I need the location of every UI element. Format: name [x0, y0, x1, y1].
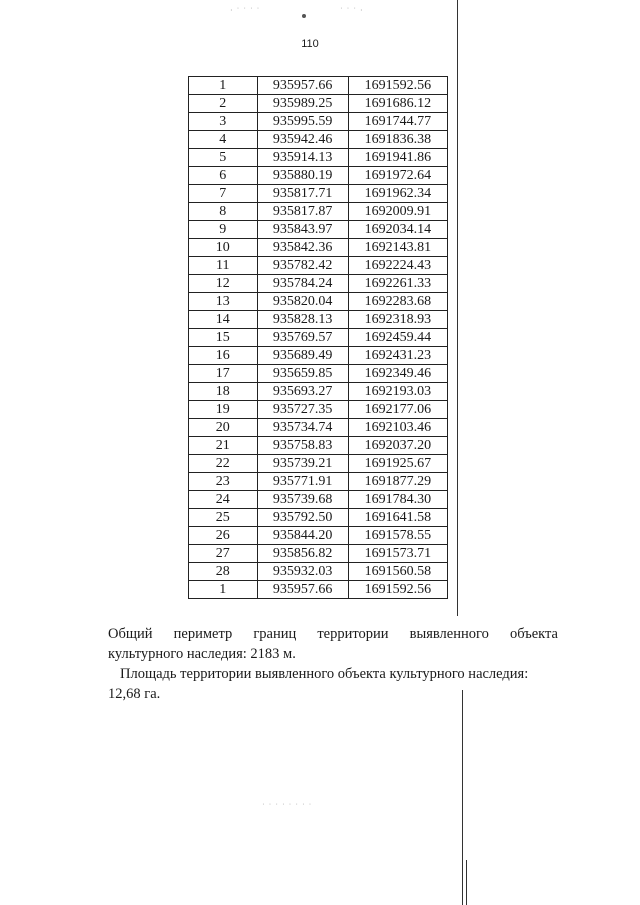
y-coordinate-cell: 1691641.58 [348, 509, 447, 527]
y-coordinate-cell: 1691573.71 [348, 545, 447, 563]
word: выявленного [409, 626, 489, 642]
point-number-cell: 24 [189, 491, 258, 509]
table-row [189, 527, 448, 545]
perimeter-line-1 [108, 624, 558, 644]
table-row [189, 293, 448, 311]
point-number-cell: 26 [189, 527, 258, 545]
table-row [189, 167, 448, 185]
point-number-cell: 10 [189, 239, 258, 257]
x-coordinate-cell: 935817.71 [257, 185, 348, 203]
table-row [189, 131, 448, 149]
point-number-cell: 1 [189, 77, 258, 95]
table-row [189, 185, 448, 203]
table-row [189, 509, 448, 527]
table-row [189, 581, 448, 599]
x-coordinate-cell: 935689.49 [257, 347, 348, 365]
table-row [189, 95, 448, 113]
area-line-1: Площадь территории выявленного объекта культурного наследия: [120, 666, 529, 682]
x-coordinate-cell: 935693.27 [257, 383, 348, 401]
word: объекта [509, 626, 558, 642]
x-coordinate-cell: 935942.46 [257, 131, 348, 149]
table-row [189, 563, 448, 581]
y-coordinate-cell: 1692459.44 [348, 329, 447, 347]
point-number-cell: 27 [189, 545, 258, 563]
x-coordinate-cell: 935659.85 [257, 365, 348, 383]
table-row [189, 455, 448, 473]
point-number-cell: 13 [189, 293, 258, 311]
perimeter-line-2: культурного наследия: 2183 м. [108, 646, 296, 662]
scan-edge-line-lower [462, 690, 463, 905]
area-paragraph [108, 664, 558, 704]
table-row [189, 77, 448, 95]
y-coordinate-cell: 1692037.20 [348, 437, 447, 455]
x-coordinate-cell: 935957.66 [257, 581, 348, 599]
point-number-cell: 14 [189, 311, 258, 329]
table-row [189, 203, 448, 221]
table-row [189, 401, 448, 419]
table-row [189, 545, 448, 563]
y-coordinate-cell: 1691941.86 [348, 149, 447, 167]
x-coordinate-cell: 935828.13 [257, 311, 348, 329]
point-number-cell: 2 [189, 95, 258, 113]
y-coordinate-cell: 1692177.06 [348, 401, 447, 419]
y-coordinate-cell: 1691686.12 [348, 95, 447, 113]
x-coordinate-cell: 935727.35 [257, 401, 348, 419]
scan-artifact-left: · ˙ ˙ ˙ ˙ [230, 6, 261, 15]
y-coordinate-cell: 1691560.58 [348, 563, 447, 581]
point-number-cell: 7 [189, 185, 258, 203]
scan-edge-line [457, 0, 458, 616]
x-coordinate-cell: 935843.97 [257, 221, 348, 239]
scan-artifact-right: ˙ ˙ ˙ · [340, 6, 364, 15]
y-coordinate-cell: 1692349.46 [348, 365, 447, 383]
dot-mark [302, 14, 306, 18]
x-coordinate-cell: 935782.42 [257, 257, 348, 275]
point-number-cell: 19 [189, 401, 258, 419]
point-number-cell: 18 [189, 383, 258, 401]
x-coordinate-cell: 935856.82 [257, 545, 348, 563]
table-row [189, 419, 448, 437]
x-coordinate-cell: 935817.87 [257, 203, 348, 221]
point-number-cell: 28 [189, 563, 258, 581]
table-row [189, 383, 448, 401]
x-coordinate-cell: 935769.57 [257, 329, 348, 347]
scan-artifact-bottom: ˙ ˙ ˙ ˙ ˙ ˙ ˙ ˙ [262, 802, 313, 811]
table-row [189, 347, 448, 365]
y-coordinate-cell: 1691592.56 [348, 581, 447, 599]
x-coordinate-cell: 935820.04 [257, 293, 348, 311]
point-number-cell: 12 [189, 275, 258, 293]
point-number-cell: 8 [189, 203, 258, 221]
coordinates-table [188, 76, 448, 599]
x-coordinate-cell: 935995.59 [257, 113, 348, 131]
point-number-cell: 1 [189, 581, 258, 599]
table-row [189, 221, 448, 239]
word: границ [253, 626, 297, 642]
point-number-cell: 25 [189, 509, 258, 527]
table-row [189, 149, 448, 167]
table-row [189, 275, 448, 293]
point-number-cell: 17 [189, 365, 258, 383]
x-coordinate-cell: 935880.19 [257, 167, 348, 185]
y-coordinate-cell: 1691836.38 [348, 131, 447, 149]
table-row [189, 491, 448, 509]
y-coordinate-cell: 1691962.34 [348, 185, 447, 203]
word: периметр [173, 626, 233, 642]
y-coordinate-cell: 1692318.93 [348, 311, 447, 329]
x-coordinate-cell: 935932.03 [257, 563, 348, 581]
x-coordinate-cell: 935842.36 [257, 239, 348, 257]
point-number-cell: 11 [189, 257, 258, 275]
y-coordinate-cell: 1691744.77 [348, 113, 447, 131]
point-number-cell: 20 [189, 419, 258, 437]
point-number-cell: 21 [189, 437, 258, 455]
word: территории [317, 626, 389, 642]
y-coordinate-cell: 1692431.23 [348, 347, 447, 365]
area-line-2: 12,68 га. [108, 686, 161, 702]
x-coordinate-cell: 935739.68 [257, 491, 348, 509]
point-number-cell: 15 [189, 329, 258, 347]
y-coordinate-cell: 1691877.29 [348, 473, 447, 491]
y-coordinate-cell: 1692034.14 [348, 221, 447, 239]
y-coordinate-cell: 1692193.03 [348, 383, 447, 401]
y-coordinate-cell: 1692143.81 [348, 239, 447, 257]
y-coordinate-cell: 1691972.64 [348, 167, 447, 185]
y-coordinate-cell: 1692261.33 [348, 275, 447, 293]
point-number-cell: 3 [189, 113, 258, 131]
x-coordinate-cell: 935792.50 [257, 509, 348, 527]
table-row [189, 329, 448, 347]
table-row [189, 257, 448, 275]
point-number-cell: 23 [189, 473, 258, 491]
point-number-cell: 16 [189, 347, 258, 365]
x-coordinate-cell: 935914.13 [257, 149, 348, 167]
x-coordinate-cell: 935957.66 [257, 77, 348, 95]
table-row [189, 311, 448, 329]
x-coordinate-cell: 935739.21 [257, 455, 348, 473]
x-coordinate-cell: 935771.91 [257, 473, 348, 491]
point-number-cell: 22 [189, 455, 258, 473]
point-number-cell: 9 [189, 221, 258, 239]
y-coordinate-cell: 1692283.68 [348, 293, 447, 311]
y-coordinate-cell: 1691784.30 [348, 491, 447, 509]
y-coordinate-cell: 1692009.91 [348, 203, 447, 221]
x-coordinate-cell: 935758.83 [257, 437, 348, 455]
point-number-cell: 5 [189, 149, 258, 167]
x-coordinate-cell: 935784.24 [257, 275, 348, 293]
point-number-cell: 4 [189, 131, 258, 149]
table-row [189, 437, 448, 455]
y-coordinate-cell: 1691925.67 [348, 455, 447, 473]
table-row [189, 365, 448, 383]
table-row [189, 113, 448, 131]
y-coordinate-cell: 1692224.43 [348, 257, 447, 275]
word: Общий [108, 626, 153, 642]
point-number-cell: 6 [189, 167, 258, 185]
x-coordinate-cell: 935989.25 [257, 95, 348, 113]
page-number: 110 [301, 38, 319, 50]
x-coordinate-cell: 935844.20 [257, 527, 348, 545]
x-coordinate-cell: 935734.74 [257, 419, 348, 437]
perimeter-paragraph [108, 624, 558, 664]
table-row [189, 473, 448, 491]
table-row [189, 239, 448, 257]
scan-edge-line-bottom [466, 860, 467, 905]
y-coordinate-cell: 1691578.55 [348, 527, 447, 545]
y-coordinate-cell: 1691592.56 [348, 77, 447, 95]
y-coordinate-cell: 1692103.46 [348, 419, 447, 437]
